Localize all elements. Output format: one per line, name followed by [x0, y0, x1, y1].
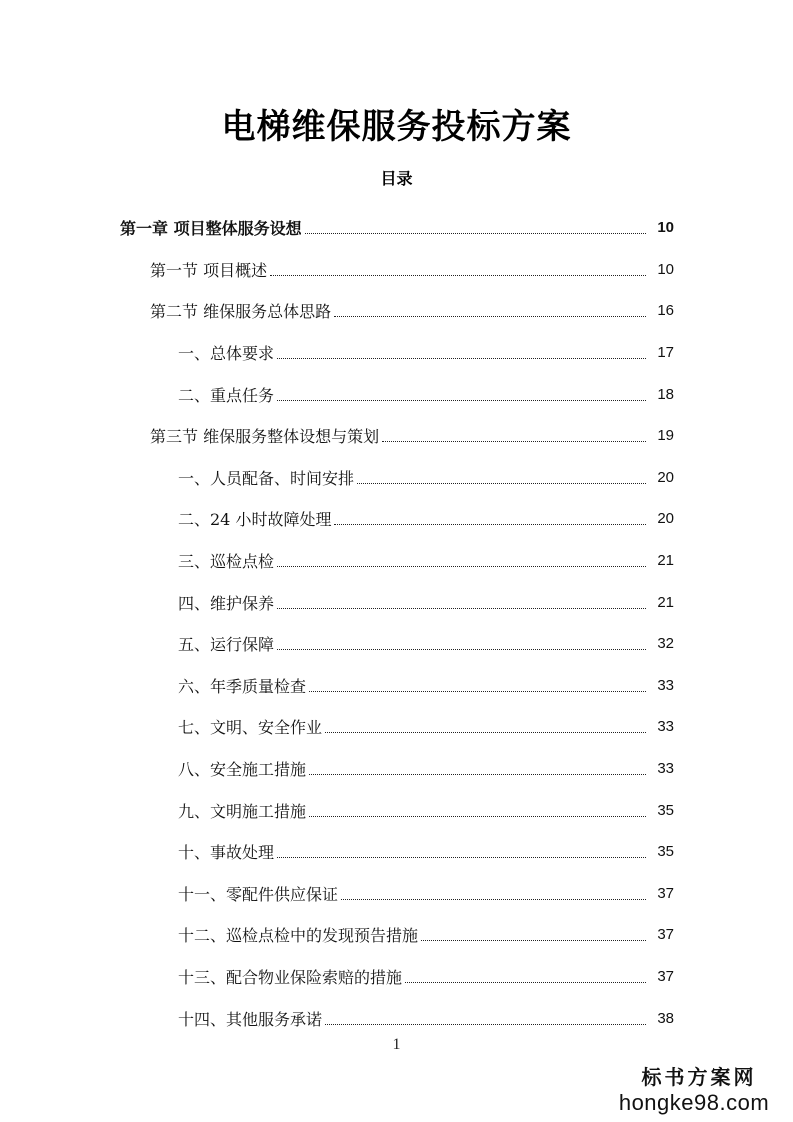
- toc-entry-page: 20: [657, 510, 674, 528]
- toc-entry-title: 二、24 小时故障处理: [178, 510, 332, 530]
- toc-entry[interactable]: [0, 207, 793, 249]
- document-title: 电梯维保服务投标方案: [221, 107, 572, 147]
- toc-entry-page: 35: [657, 843, 674, 861]
- toc-dot-leader: [334, 524, 646, 525]
- toc-dot-leader: [277, 608, 646, 609]
- toc-entry-title: 十四、其他服务承诺: [178, 1009, 323, 1029]
- toc-entry-title: 十二、巡检点检中的发现预告措施: [178, 926, 419, 946]
- toc-dot-leader: [405, 982, 646, 983]
- toc-heading: 目录: [380, 169, 413, 188]
- watermark-name: 标书方案网: [641, 1065, 757, 1089]
- toc-entry-title: 十三、配合物业保险索赔的措施: [178, 967, 403, 987]
- toc-entry[interactable]: [0, 623, 793, 665]
- page-number: 1: [392, 1036, 401, 1053]
- toc-entry-page: 19: [657, 427, 674, 445]
- toc-entry-page: 21: [657, 552, 674, 570]
- toc-dot-leader: [341, 899, 646, 900]
- watermark: [609, 1064, 779, 1116]
- toc-entry-title: 第二节 维保服务总体思路: [150, 302, 332, 322]
- toc-entry-title: 七、文明、安全作业: [178, 718, 323, 738]
- toc-dot-leader: [309, 691, 646, 692]
- toc-entry-title: 六、年季质量检查: [178, 676, 307, 696]
- toc-entry-title: 十、事故处理: [178, 843, 275, 863]
- toc-entry[interactable]: [0, 706, 793, 748]
- toc-dot-leader: [305, 233, 646, 234]
- watermark-url: hongke98.com: [618, 1090, 770, 1115]
- toc-dot-leader: [309, 816, 646, 817]
- toc-entry-title: 十一、零配件供应保证: [178, 884, 339, 904]
- toc-entry-page: 32: [657, 635, 674, 653]
- toc-entry-page: 37: [657, 884, 674, 902]
- toc-dot-leader: [309, 774, 646, 775]
- toc-entry[interactable]: [0, 373, 793, 415]
- toc-dot-leader: [277, 358, 646, 359]
- toc-entry-title: 五、运行保障: [178, 635, 275, 655]
- toc-entry-page: 18: [657, 385, 674, 403]
- toc-entry-page: 33: [657, 718, 674, 736]
- toc-entry[interactable]: [0, 249, 793, 291]
- toc-entry[interactable]: [0, 415, 793, 457]
- toc-entry[interactable]: [0, 956, 793, 998]
- toc-entry-title: 一、总体要求: [178, 344, 275, 364]
- toc-entry-page: 16: [657, 302, 674, 320]
- toc-entry[interactable]: [0, 748, 793, 790]
- toc-entry-page: 37: [657, 926, 674, 944]
- toc-entry-title: 第一章 项目整体服务设想: [120, 219, 302, 239]
- toc-entry[interactable]: [0, 873, 793, 915]
- toc-entry[interactable]: [0, 581, 793, 623]
- toc-entry-title: 九、文明施工措施: [178, 801, 307, 821]
- toc-entry[interactable]: [0, 290, 793, 332]
- toc-dot-leader: [325, 1024, 646, 1025]
- toc-entry-page: 21: [657, 593, 674, 611]
- toc-entry-page: 20: [657, 468, 674, 486]
- toc-entry[interactable]: [0, 997, 793, 1039]
- toc-dot-leader: [357, 483, 646, 484]
- toc-entry[interactable]: [0, 332, 793, 374]
- toc-entry[interactable]: [0, 540, 793, 582]
- toc-dot-leader: [277, 566, 646, 567]
- toc-entry-title: 一、人员配备、时间安排: [178, 468, 355, 488]
- toc-dot-leader: [325, 732, 646, 733]
- toc-entry[interactable]: [0, 914, 793, 956]
- toc-entry[interactable]: [0, 831, 793, 873]
- toc-entry-title: 第三节 维保服务整体设想与策划: [150, 427, 380, 447]
- toc-entry-page: 33: [657, 760, 674, 778]
- toc-entry-page: 37: [657, 967, 674, 985]
- toc-entry[interactable]: [0, 498, 793, 540]
- toc-entry-title: 三、巡检点检: [178, 552, 275, 572]
- toc-dot-leader: [277, 649, 646, 650]
- toc-entry-title: 二、重点任务: [178, 385, 275, 405]
- toc-entry-page: 10: [657, 219, 674, 237]
- toc-dot-leader: [277, 857, 646, 858]
- toc-entry-page: 38: [657, 1009, 674, 1027]
- toc-entry[interactable]: [0, 789, 793, 831]
- table-of-contents: [0, 207, 793, 1039]
- toc-dot-leader: [270, 275, 646, 276]
- toc-dot-leader: [382, 441, 646, 442]
- toc-entry-title: 八、安全施工措施: [178, 760, 307, 780]
- toc-entry-title: 第一节 项目概述: [150, 260, 268, 280]
- toc-dot-leader: [421, 940, 646, 941]
- toc-entry-page: 17: [657, 344, 674, 362]
- toc-entry[interactable]: [0, 457, 793, 499]
- toc-entry-page: 33: [657, 676, 674, 694]
- toc-entry-page: 10: [657, 260, 674, 278]
- toc-entry-page: 35: [657, 801, 674, 819]
- toc-entry-title: 四、维护保养: [178, 593, 275, 613]
- toc-entry[interactable]: [0, 665, 793, 707]
- toc-dot-leader: [277, 400, 646, 401]
- toc-dot-leader: [334, 316, 646, 317]
